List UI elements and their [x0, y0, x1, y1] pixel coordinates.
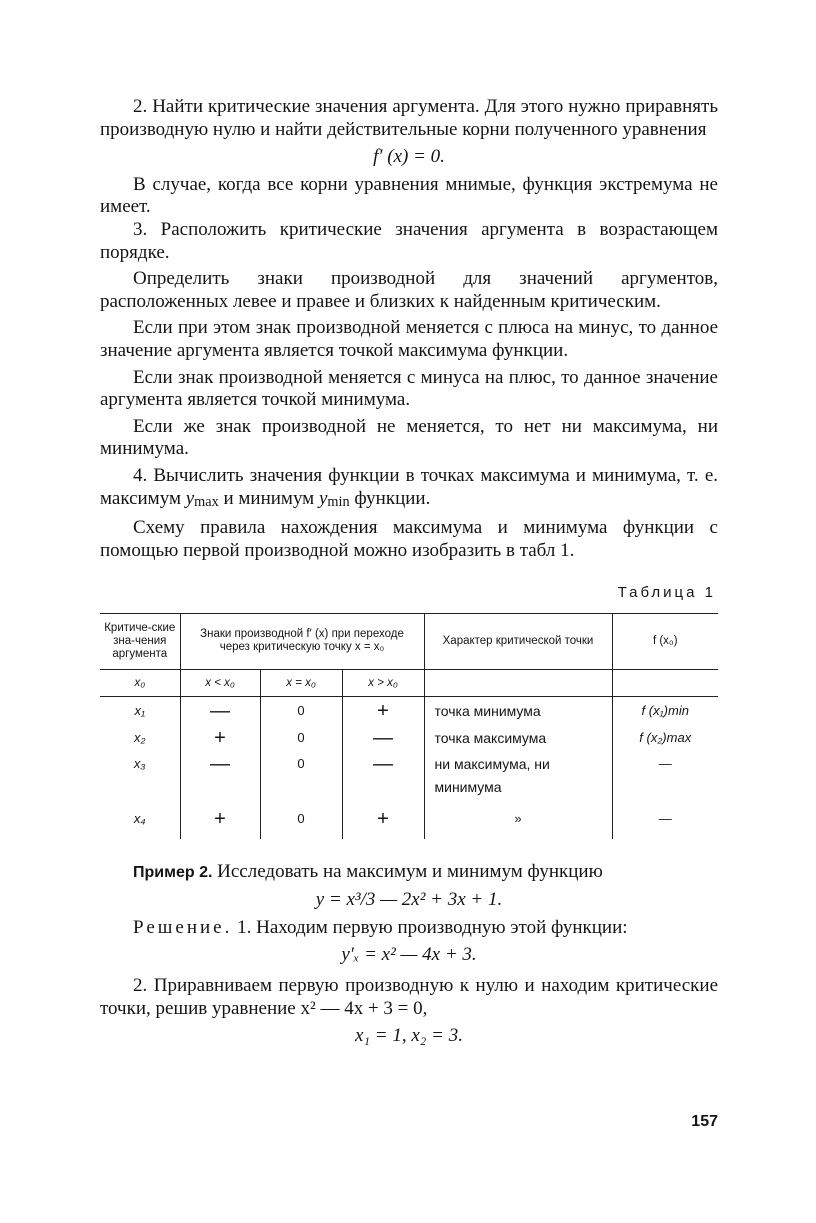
cell-sign-right: +	[342, 801, 424, 839]
cell-x: x₄	[100, 801, 180, 839]
table-row	[100, 751, 718, 800]
cell-x: x₂	[100, 724, 180, 751]
text-span: 4. Вычислить значения функции в точках максимума и минимума, т. е. максимум	[100, 464, 718, 509]
paragraph: 3. Расположить критические значения аргумента в возрастающем порядке.	[100, 218, 718, 263]
cell-character: точка максимума	[424, 724, 612, 751]
header-derivative-signs: Знаки производной f′ (x) при переходе через критическую точку x = x₀	[180, 613, 424, 669]
header-critical-values: Критиче-ские зна-чения аргумента	[100, 613, 180, 669]
cell-fx: —	[658, 756, 672, 772]
table-row	[100, 801, 718, 839]
cell-sign-right: +	[342, 697, 424, 725]
cell-character: ни максимума, ни минимума	[424, 751, 612, 800]
cell-sign-mid: 0	[260, 697, 342, 725]
label-x0: x₀	[100, 669, 180, 697]
math-sub: max	[194, 493, 219, 510]
text-span: и минимум	[218, 487, 319, 509]
label-x-greater: x > x₀	[342, 669, 424, 697]
paragraph: Если знак производной меняется с минуса на плюс, то данное значение аргумента является точкой минимума.	[100, 366, 718, 411]
label-empty	[612, 669, 718, 697]
cell-sign-mid: 0	[260, 724, 342, 751]
paragraph: Схему правила нахождения максимума и минимума функции с помощью первой производной можно изобразить в табл 1.	[100, 517, 718, 561]
label-x-equal: x = x₀	[260, 669, 342, 697]
page-number: 157	[691, 1113, 718, 1130]
cell-fx: f (x₂)max	[639, 729, 692, 745]
example-title: Пример 2.	[133, 863, 213, 881]
cell-sign-left: +	[180, 801, 260, 839]
solution-text: 1. Находим первую производную этой функции:	[232, 916, 628, 938]
paragraph: Если при этом знак производной меняется с плюса на минус, то данное значение аргумента является точкой максимума функции.	[100, 317, 718, 361]
paragraph: 2. Приравниваем первую производную к нулю и находим критические точки, решив уравнение x² — 4x + 3 = 0,	[100, 975, 718, 1019]
text-span: функции.	[349, 487, 431, 509]
critical-points-table	[100, 613, 718, 839]
cell-fx: f (x₁)min	[641, 702, 689, 718]
cell-sign-left: +	[180, 724, 260, 751]
cell-x: x₃	[100, 751, 180, 800]
equation: x₁ = 1, x₂ = 3.	[355, 1025, 463, 1047]
paragraph: 2. Найти критические значения аргумента. Для этого нужно приравнять производную нулю и найти действительные корни полученного уравнения	[100, 96, 718, 140]
math-sub: min	[327, 493, 350, 510]
paragraph: Если же знак производной не меняется, то нет ни максимума, ни минимума.	[100, 415, 718, 460]
equation: y = x³/3 — 2x² + 3x + 1.	[315, 889, 503, 911]
cell-sign-left: —	[180, 751, 260, 800]
example-paragraph	[100, 861, 718, 885]
equation: y′ₓ = x² — 4x + 3.	[341, 944, 477, 966]
cell-sign-right: —	[342, 724, 424, 751]
math-var: y	[185, 487, 195, 509]
header-point-character: Характер критической точки	[424, 613, 612, 669]
label-empty	[424, 669, 612, 697]
cell-sign-mid: 0	[260, 751, 342, 800]
cell-sign-right: —	[342, 751, 424, 800]
cell-x: x₁	[100, 697, 180, 725]
paragraph: Определить знаки производной для значений аргументов, расположенных левее и правее и близких к найденным критическим.	[100, 268, 718, 312]
table-row	[100, 697, 718, 725]
page-content	[100, 96, 718, 1053]
table-caption: Таблица 1	[617, 584, 716, 602]
paragraph	[100, 465, 718, 513]
solution-paragraph	[100, 917, 718, 940]
header-function-value: f (x₀)	[612, 613, 718, 669]
math-var: y	[318, 487, 328, 509]
cell-sign-mid: 0	[260, 801, 342, 839]
example-text: Исследовать на максимум и минимум функцию	[212, 860, 603, 882]
paragraph: В случае, когда все корни уравнения мнимые, функция экстремума не имеет.	[100, 173, 718, 218]
cell-sign-left: —	[180, 697, 260, 725]
table-row	[100, 724, 718, 751]
label-x-less: x < x₀	[180, 669, 260, 697]
cell-fx: —	[658, 811, 672, 827]
solution-label: Решение.	[133, 916, 233, 938]
cell-character: »	[424, 801, 612, 839]
cell-character: точка минимума	[424, 697, 612, 725]
equation: f′ (x) = 0.	[373, 146, 445, 168]
